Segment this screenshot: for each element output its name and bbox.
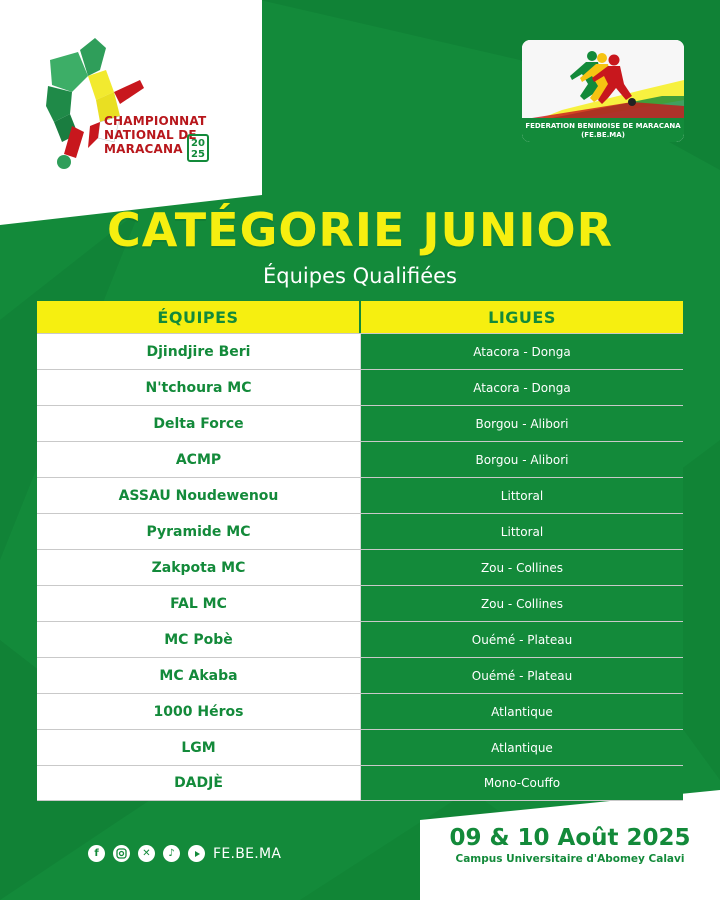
table-row — [37, 369, 683, 405]
league-cell: Atlantique — [360, 694, 683, 729]
table-header — [37, 301, 683, 333]
federation-players-icon — [522, 40, 684, 118]
team-name-cell: FAL MC — [37, 586, 360, 621]
column-header-leagues: LIGUES — [361, 301, 683, 333]
page-title: CATÉGORIE JUNIOR — [106, 203, 614, 257]
team-name-cell: Zakpota MC — [37, 550, 360, 585]
championship-line-2: NATIONAL DE — [104, 128, 197, 142]
team-name-cell: DADJÈ — [37, 766, 360, 800]
instagram-icon[interactable] — [113, 845, 130, 862]
team-name-cell: ASSAU Noudewenou — [37, 478, 360, 513]
team-name-cell: ACMP — [37, 442, 360, 477]
event-venue: Campus Universitaire d'Abomey Calavi — [455, 853, 685, 865]
championship-year-badge — [187, 134, 209, 162]
championship-line-1: CHAMPIONNAT — [104, 114, 207, 128]
table-row — [37, 333, 683, 369]
league-cell: Borgou - Alibori — [360, 406, 683, 441]
column-header-teams: ÉQUIPES — [37, 301, 359, 333]
team-name-cell: 1000 Héros — [37, 694, 360, 729]
facebook-icon[interactable]: f — [88, 845, 105, 862]
team-name-cell: LGM — [37, 730, 360, 765]
table-row — [37, 693, 683, 729]
tiktok-icon[interactable]: ♪ — [163, 845, 180, 862]
table-row — [37, 441, 683, 477]
league-cell: Atlantique — [360, 730, 683, 765]
team-name-cell: Djindjire Beri — [37, 334, 360, 369]
qualified-teams-table — [37, 301, 683, 801]
federation-name: FEDERATION BENINOISE DE MARACANA — [525, 122, 681, 130]
table-row — [37, 549, 683, 585]
federation-abbr: (FE.BE.MA) — [581, 130, 625, 139]
league-cell: Ouémé - Plateau — [360, 658, 683, 693]
team-name-cell: N'tchoura MC — [37, 370, 360, 405]
team-name-cell: Delta Force — [37, 406, 360, 441]
year-top: 20 — [191, 138, 205, 149]
league-cell: Atacora - Donga — [360, 334, 683, 369]
team-name-cell: MC Akaba — [37, 658, 360, 693]
team-name-cell: Pyramide MC — [37, 514, 360, 549]
table-row — [37, 477, 683, 513]
youtube-icon[interactable] — [188, 845, 205, 862]
table-row — [37, 765, 683, 801]
table-row — [37, 585, 683, 621]
league-cell: Ouémé - Plateau — [360, 622, 683, 657]
federation-name-band — [522, 118, 684, 142]
table-row — [37, 657, 683, 693]
championship-line-3: MARACANA — [104, 142, 183, 156]
social-handle: FE.BE.MA — [213, 845, 282, 862]
table-row — [37, 405, 683, 441]
event-date: 09 & 10 Août 2025 — [449, 825, 691, 851]
federation-logo-card — [522, 40, 684, 142]
league-cell: Zou - Collines — [360, 586, 683, 621]
league-cell: Borgou - Alibori — [360, 442, 683, 477]
league-cell: Atacora - Donga — [360, 370, 683, 405]
x-icon[interactable]: ✕ — [138, 845, 155, 862]
year-bottom: 25 — [191, 149, 205, 160]
team-name-cell: MC Pobè — [37, 622, 360, 657]
league-cell: Mono-Couffo — [360, 766, 683, 800]
table-row — [37, 729, 683, 765]
social-links — [88, 845, 281, 862]
league-cell: Zou - Collines — [360, 550, 683, 585]
table-row — [37, 513, 683, 549]
table-body — [37, 333, 683, 801]
league-cell: Littoral — [360, 478, 683, 513]
league-cell: Littoral — [360, 514, 683, 549]
table-row — [37, 621, 683, 657]
page-subtitle: Équipes Qualifiées — [263, 264, 457, 288]
